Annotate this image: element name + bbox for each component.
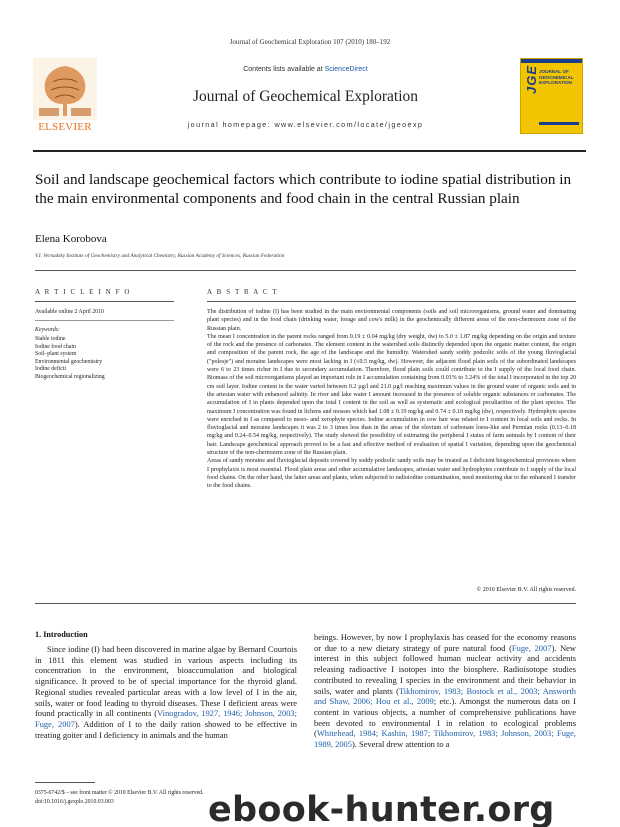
copyright-notice: © 2010 Elsevier B.V. All rights reserved. [476, 587, 576, 593]
masthead-rule [33, 150, 586, 152]
citation-link[interactable]: Whitehead, 1984; Kashin, 1987; Tikhomirov, 1983; Johnson, 2003; Fuge, 1989, 2005 [314, 728, 576, 750]
keyword: Environmental geochemistry [35, 358, 103, 365]
elsevier-logo [33, 58, 97, 134]
journal-cover [520, 58, 583, 134]
issn-line: 0375-6742/$ – see front matter © 2010 Elsevier B.V. All rights reserved. [35, 790, 204, 796]
title-rule [35, 270, 576, 271]
keyword: Iodine deficit [35, 366, 67, 373]
abstract-heading: A B S T R A C T [207, 288, 279, 296]
citation-link[interactable]: Vinogradov, 1927, 1946; Johnson, 2003; Fuge, 2007 [35, 708, 297, 729]
body-paragraph [35, 644, 297, 740]
author-affiliation: V.I. Vernadsky Institute of Geochemistry and Analytical Chemistry, Russian Academy of Sciences, Russian Federation [35, 253, 285, 259]
keywords-label: Keywords: [35, 327, 60, 333]
journal-title: Journal of Geochemical Exploration [192, 88, 419, 105]
keywords-rule [35, 320, 174, 321]
cover-title: JOURNAL OF GEOCHEMICAL EXPLORATION [539, 69, 574, 85]
elsevier-tree-icon [33, 58, 97, 120]
body-column-right [314, 632, 576, 750]
body-text: beings. However, by now I prophylaxis has ceased for the economy reasons or due to a new dietary strategy of pure natural food ( [314, 632, 576, 653]
body-text: ). Several drew attention to a [351, 739, 450, 750]
keyword: Biogeochemical regionalizing [35, 373, 105, 380]
journal-homepage [103, 120, 508, 129]
contents-prefix: Contents lists available at [243, 66, 325, 73]
body-text: ; etc.). Amongst the numerous data on I content in various objects, a number of comprehensive publications have been devoted to environmental I in relation to ecological problems ( [314, 696, 576, 739]
keyword: Soil–plant system [35, 351, 77, 358]
body-text: ). Addition of I to the daily ration showed to be effective in treating goiter and I deficiency in animals and the human [35, 718, 297, 740]
keyword: Stable iodine [35, 336, 66, 342]
abstract-bottom-rule [35, 603, 576, 604]
abstract-paragraph: Areas of sandy moraine and fluvioglacial deposits covered by soddy podzolic sandy soils may be treated as I deficient biogeochemical provinces where I prophylaxis is most essential. Flood plain areas and other accumulative landscapes, artesian water and hydrophytes contribute to I supply of the local food chains. On the other hand, the latter areas and plants, when subjected to radioiodine contamination, need monitoring due to the enhanced I transfer to the food chains. [207, 458, 576, 490]
cover-abbrev: JGE [524, 65, 539, 95]
contents-line [103, 66, 508, 73]
section-heading: 1. Introduction [35, 630, 88, 639]
journal-masthead [33, 58, 586, 134]
article-info-rule [35, 301, 174, 302]
doi-line[interactable]: doi:10.1016/j.gexplo.2010.03.003 [35, 799, 114, 805]
journal-reference: Journal of Geochemical Exploration 107 (2010) 180–192 [229, 38, 391, 46]
homepage-prefix: journal homepage: [187, 120, 275, 129]
available-online: Available online 2 April 2010 [35, 309, 104, 315]
body-paragraph [314, 632, 576, 750]
abstract-body [207, 308, 576, 491]
abstract-paragraph: The mean I concentration in the parent rocks ranged from 0.19 ± 0.04 mg/kg (dry weight, dw) to 5.0 ± 1.87 mg/kg depending on the origin and texture of the rock and the presence of carbonates. The element content in the watershed soils distinctly depended upon the organic matter content, the origin and composition of the parent rock, the age of the landscape and the humidity. Watershed sandy soddy podzolic soils of the young fluvioglacial ("polesje") and moraine landscapes were most lacking in I (≤0.5 mg/kg, dw). However, the adjacent flood plain soils of the subordinated landscapes were 6 to 23 times richer in I due to secondary accumulation. Therefore, flood plain soils could contribute to the I supply of the local food chain. Biomass of the soil microorganisms played an important role in I accumulation containing from 0.01% to 3.24% of the total I incorporated in the top 20 cm soil layer. Iodine content in the water varied between 0.2 µg/l and 21.0 µg/l reaching maximum values in the ground water of organic soils and in the artesian water with enhanced salinity. In river and lake water I amount increased in the presence of soluble organic substances or carbonates. The accumulation of I in plants depended upon the total I content in the soil as well as systematic and ecological peculiarities of the plant species. The maximum I concentration was found in lichens and mosses which had 1.08 ± 0.19 mg/kg and 0.74 ± 0.10 mg/kg (dw), respectively. Hydrophyte species were enriched in I as compared to meso- and xerophyte species. Iodine accumulation in cow hair was related to I content in local soils and rocks. In fluvioglacial and moraine landscapes it was 2 to 3 times less than in the areas of the eluvium of carbonate loess-like and Permian rocks (0.13–0.18 mg/kg and 0.24–0.54 mg/kg, respectively). The study showed the possibility of estimating the peripheral I status of farm animals by I content of their hair. Landscape geochemical approach proved to be a fast and effective method of evaluation of spatial I variation, depending upon the geochemical structure of the non-chernozem zone of the Russian plain. [207, 333, 576, 457]
body-column-left [35, 644, 297, 740]
body-text: ). New interest in this subject followed human nuclear activity and accidents releasing radioactive I isotopes into the biosphere. Radioisotope studies contributed to revealing I species in the environment and their behavior in soils, water and plants ( [314, 642, 576, 696]
citation-link[interactable]: Tikhomirov, 1983; Bostock et al., 2003; Answorth and Shaw, 2006; Hou et al., 2009 [314, 685, 577, 707]
abstract-rule [207, 301, 576, 302]
body-text: Since iodine (I) had been discovered in marine algae by Bernard Courtois in 1811 this element was studied in various aspects including its concentration in the environment, bioaccumulation and biological significance. It proved to be of special importance for the thyroid gland. Regional studies revealed particular areas with a low level of I in the air, soils, water or food leading to thyroid diseases. These I deficient areas were found practically in all continents ( [35, 644, 297, 719]
article-info-heading: A R T I C L E I N F O [35, 288, 132, 296]
watermark: ebook-hunter.org [208, 790, 555, 827]
sciencedirect-link[interactable]: ScienceDirect [324, 66, 368, 73]
cover-stripe [539, 122, 579, 125]
footnote-rule [35, 782, 95, 783]
masthead-center [103, 58, 508, 134]
citation-link[interactable]: Fuge, 2007 [511, 642, 552, 653]
keywords-list [35, 336, 105, 382]
author-name: Elena Korobova [35, 233, 107, 245]
homepage-link[interactable]: www.elsevier.com/locate/jgeoexp [274, 120, 424, 129]
abstract-paragraph: The distribution of iodine (I) has been studied in the main environmental components (soils and soil microorganisms, ground water and dominating plant species) and in the food chain (drinking water, forage and cow's milk) in the geochemically different areas of the non-chernozem zone of the Russian plain. [207, 309, 576, 332]
article-title: Soil and landscape geochemical factors which contribute to iodine spatial distribution in the main environmental components and food chain in the central Russian plain [35, 171, 572, 207]
cover-top-bar [521, 59, 582, 63]
publisher-name: ELSEVIER [38, 121, 92, 133]
keyword: Iodine food chain [35, 343, 76, 350]
